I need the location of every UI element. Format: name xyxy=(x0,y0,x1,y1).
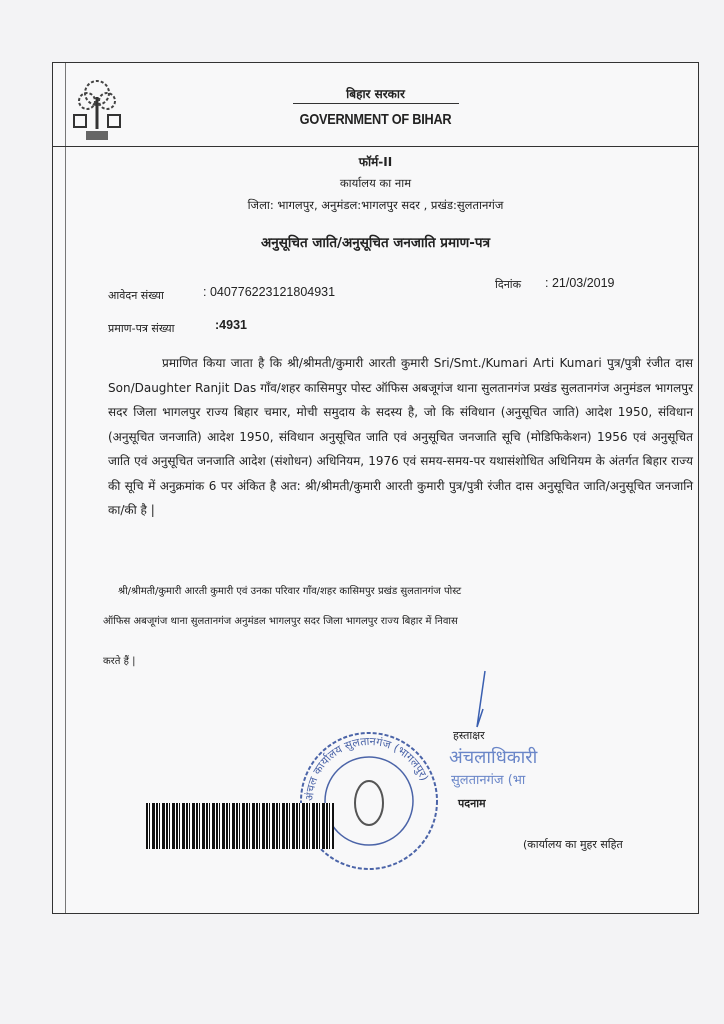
barcode xyxy=(146,803,334,849)
certification-paragraph xyxy=(108,351,693,523)
date-value: : 21/03/2019 xyxy=(545,276,615,290)
designation-label: पदनाम xyxy=(458,797,486,810)
header-divider xyxy=(53,146,698,147)
signature-label: हस्ताक्षर xyxy=(453,729,485,742)
office-seal xyxy=(299,731,439,871)
state-name-hindi: बिहार सरकार xyxy=(346,87,405,101)
residence-line-2: ऑफिस अबजूगंज थाना सुलतानगंज अनुमंडल भागलपुर सदर जिला भागलपुर राज्य बिहार में निवास xyxy=(103,616,458,627)
state-name-english: GOVERNMENT OF BIHAR xyxy=(299,111,452,128)
divider xyxy=(293,103,459,104)
signature-mark xyxy=(471,669,491,729)
office-seal-label: (कार्यालय का मुहर सहित xyxy=(523,838,623,851)
form-number: फॉर्म-II xyxy=(358,155,393,169)
certificate-number-value: :4931 xyxy=(215,318,247,332)
seal-ring-text: अंचल कार्यालय सुलतानगंज (भागलपुर) xyxy=(302,734,431,802)
residence-line-1: श्री/श्रीमती/कुमारी आरती कुमारी एवं उनका परिवार गाँव/शहर कासिमपुर प्रखंड सुलतानगंज पोस्ट xyxy=(118,586,462,597)
certificate-frame xyxy=(52,62,699,914)
district-line: जिला: भागलपुर, अनुमंडल:भागलपुर सदर , प्रखंड:सुलतानगंज xyxy=(247,198,504,212)
application-number-value: : 040776223121804931 xyxy=(203,285,336,299)
stamp-officer-place: सुलतानगंज (भा xyxy=(451,773,526,788)
certificate-title: अनुसूचित जाति/अनुसूचित जनजाति प्रमाण-पत्र xyxy=(260,235,491,251)
certificate-number-label: प्रमाण-पत्र संख्या xyxy=(108,322,175,335)
stamp-officer-title: अंचलाधिकारी xyxy=(449,747,538,768)
office-label: कार्यालय का नाम xyxy=(339,176,412,190)
ashoka-emblem-icon xyxy=(355,781,383,825)
residence-line-3: करते हैं | xyxy=(103,656,136,667)
date-label: दिनांक xyxy=(495,278,522,291)
certification-text: प्रमाणित किया जाता है कि श्री/श्रीमती/कुमारी आरती कुमारी Sri/Smt./Kumari Arti Kumari पुत्र/पुत्री रंजीत दास Son/Daughter Ranjit Das गाँव/शहर कासिमपुर पोस्ट ऑफिस अबजूगंज थाना सुलतानगंज प्रखंड सुलतानगंज अनुमंडल भागलपुर सदर जिला भागलपुर राज्य बिहार चमार, मोची समुदाय के सदस्य है, जो कि संविधान (अनुसूचित जाति) आदेश 1950, संविधान (अनुसूचित जनजाति) आदेश 1950, संविधान अनुसूचित जाति एवं अनुसूचित जनजाति सूचि (मोडिफिकेशन) 1956 एवं अनुसूचित जाति एवं अनुसूचित जनजाति आदेश (संशोधन) अधिनियम, 1976 एवं समय-समय-पर यथासंशोधित अधिनियम के अंतर्गत बिहार राज्य की सूचि में अनुक्रमांक 6 पर अंकित है अत: श्री/श्रीमती/कुमारी आरती कुमारी पुत्र/पुत्री रंजीत दास अनुसूचित जाति/अनुसूचित जनजानि का/की है | xyxy=(108,356,693,517)
application-number-label: आवेदन संख्या xyxy=(108,289,164,302)
